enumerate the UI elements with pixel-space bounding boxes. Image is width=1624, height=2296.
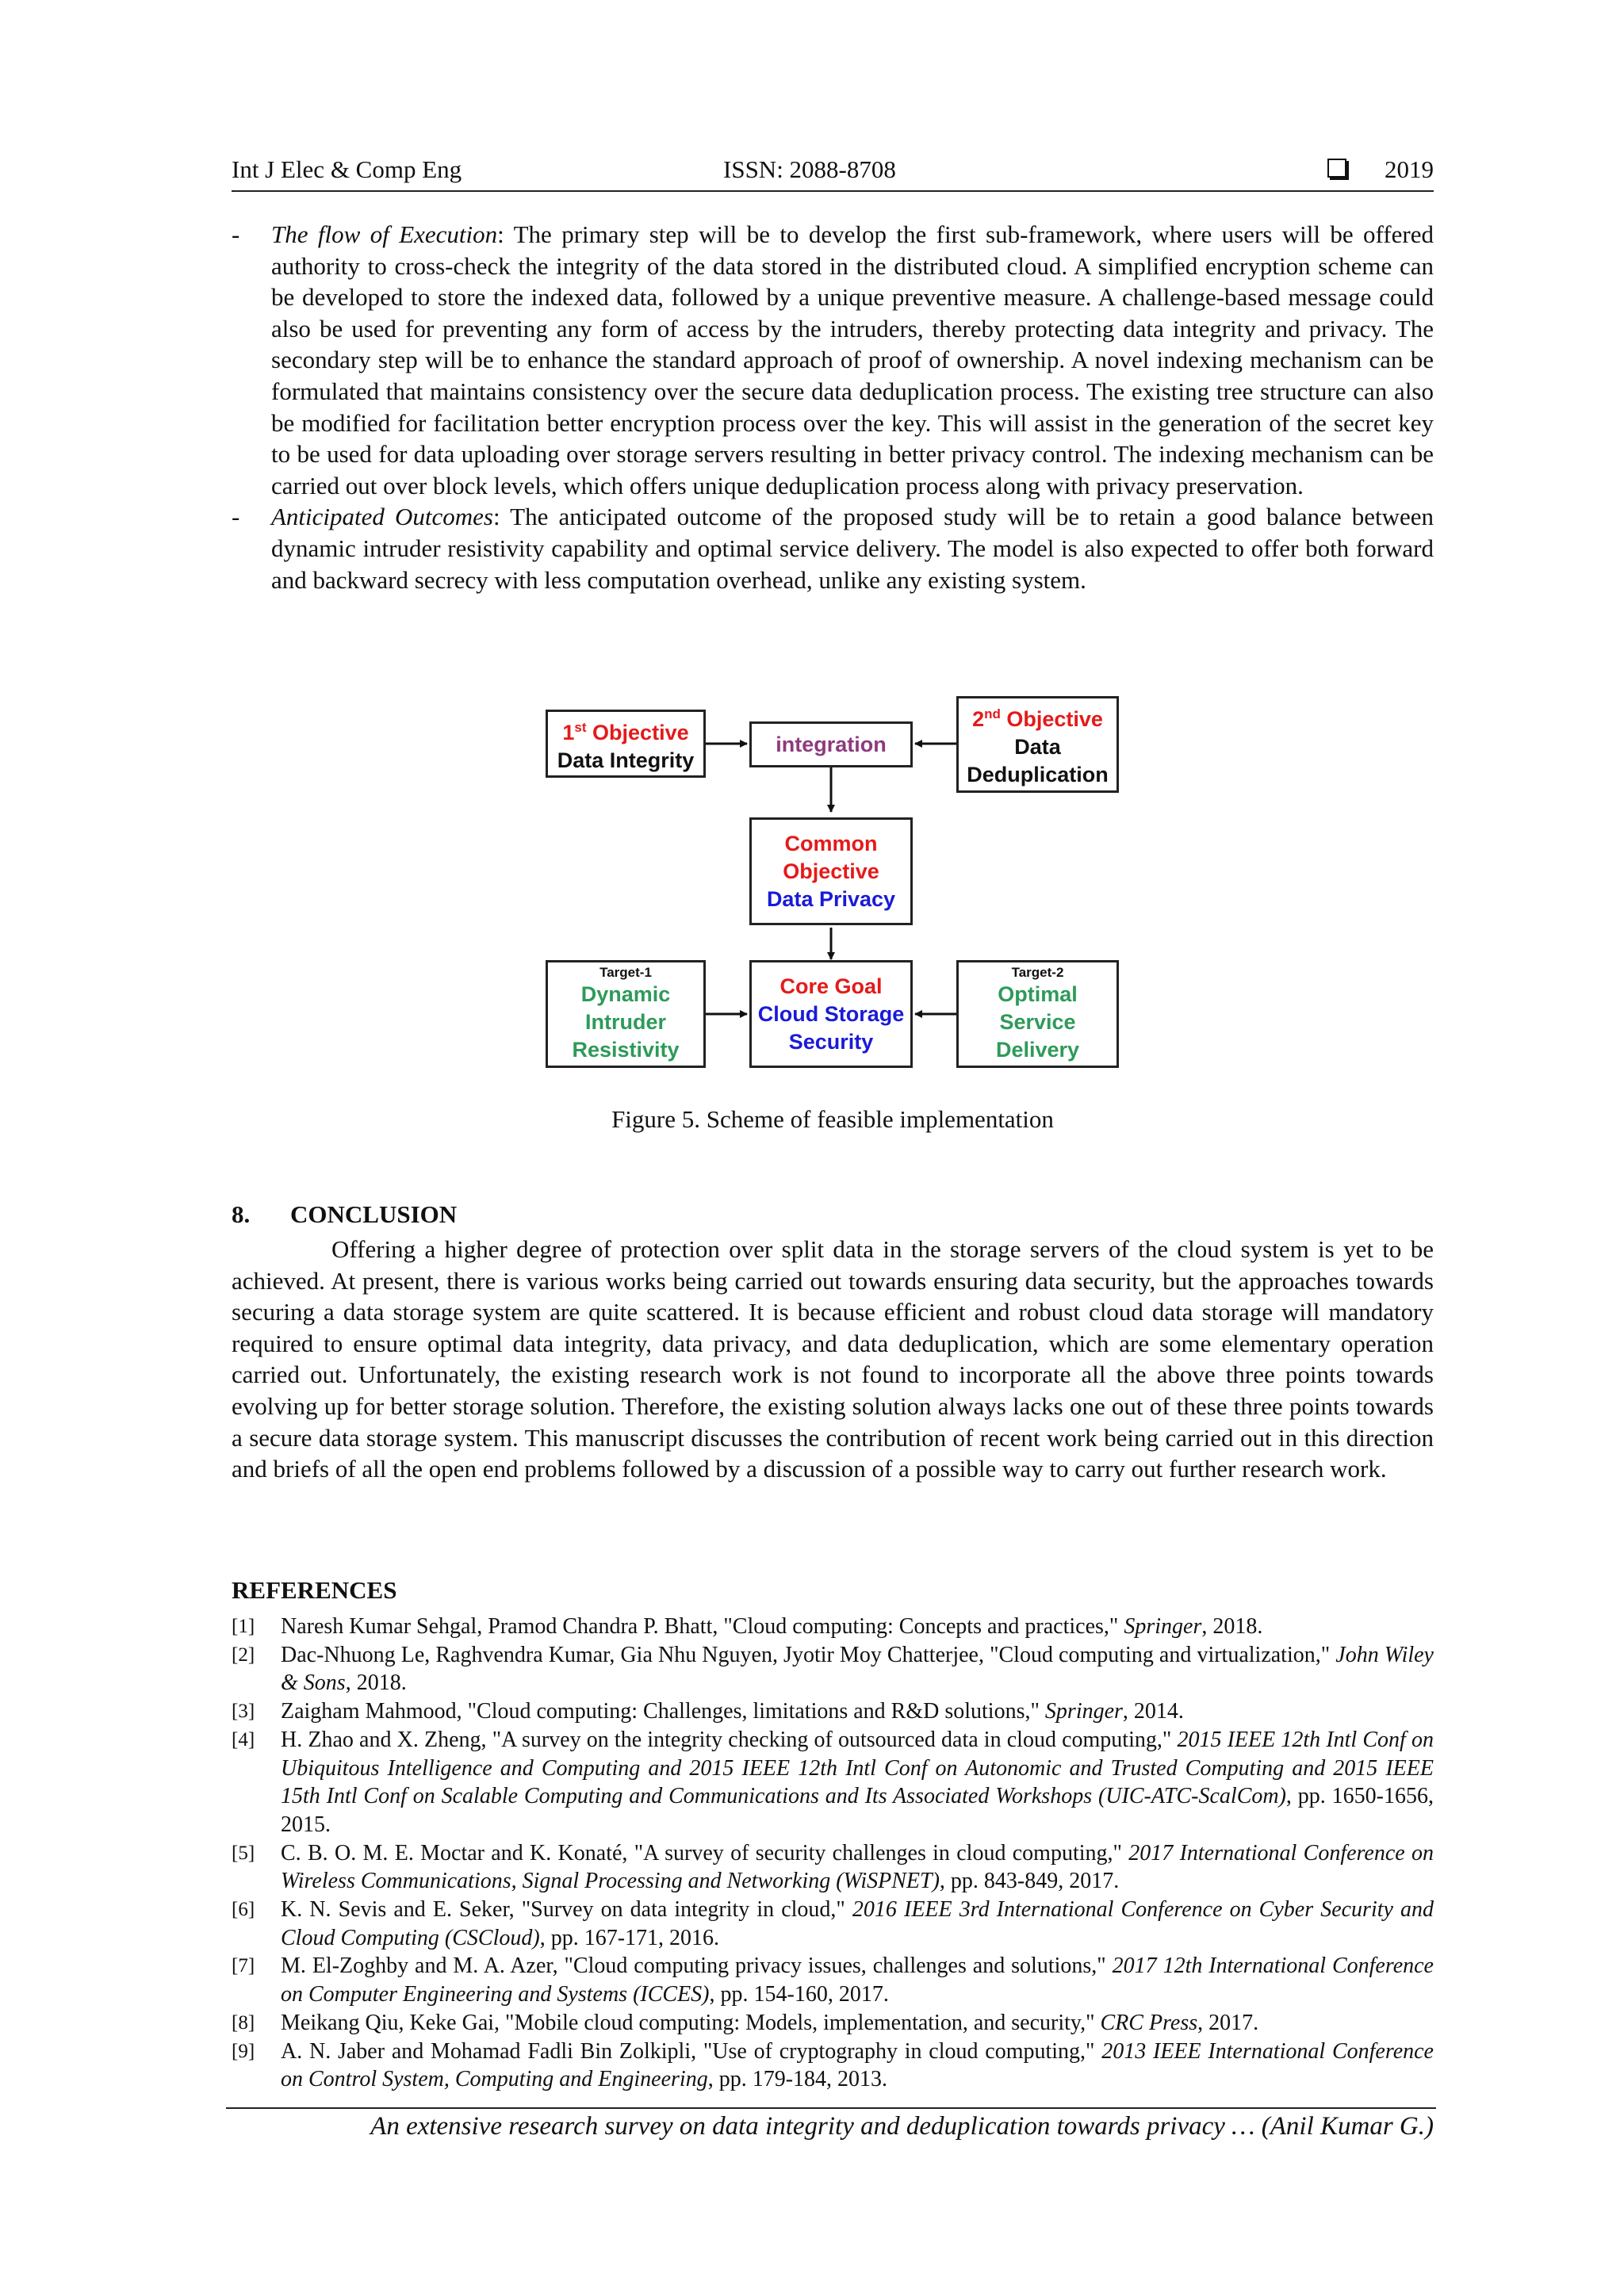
box-first-objective	[546, 710, 706, 778]
reference-venue: Springer	[1044, 1699, 1123, 1724]
figure-scheme-diagram	[543, 694, 1119, 1074]
reference-number: [4]	[232, 1728, 255, 1751]
reference-item	[232, 1839, 1434, 1896]
bullet-dash: -	[232, 503, 240, 531]
box-target-2	[956, 960, 1119, 1068]
bullet-label: Anticipated Outcomes	[271, 503, 493, 531]
box-target-1	[546, 960, 706, 1068]
integration-label: integration	[776, 732, 887, 756]
reference-authors-title: A. N. Jaber and Mohamad Fadli Bin Zolkipli, "Use of cryptography in cloud computing,"	[281, 2038, 1102, 2064]
reference-venue: CRC Press	[1100, 2010, 1198, 2035]
objective-line2: Deduplication	[967, 763, 1109, 786]
reference-authors-title: Zaigham Mahmood, "Cloud computing: Challenges, limitations and R&D solutions,"	[281, 1699, 1045, 1724]
box-core-goal	[749, 960, 913, 1068]
ordinal-suffix: st	[574, 719, 587, 735]
reference-number: [7]	[232, 1955, 255, 1977]
section-number: 8.	[232, 1200, 251, 1228]
reference-authors-title: K. N. Sevis and E. Seker, "Survey on data integrity in cloud,"	[281, 1897, 852, 1923]
reference-details: , pp. 167-171, 2016.	[539, 1925, 720, 1950]
target-line2: Service	[999, 1009, 1076, 1034]
core-line3: Security	[788, 1029, 874, 1054]
issn: ISSN: 2088-8708	[723, 155, 896, 183]
box-integration	[749, 721, 913, 767]
reference-details: , 2018.	[1201, 1614, 1263, 1639]
reference-authors-title: Naresh Kumar Sehgal, Pramod Chandra P. Bhatt, "Cloud computing: Concepts and practices,"	[281, 1614, 1124, 1639]
reference-item	[232, 1896, 1434, 1952]
ordinal: 2	[972, 707, 985, 731]
core-line2: Cloud Storage	[757, 1001, 905, 1026]
objective-label: Objective	[586, 720, 689, 744]
square-bullet-icon	[1327, 159, 1346, 178]
reference-venue: Springer	[1124, 1614, 1202, 1639]
target-line3: Resistivity	[572, 1037, 680, 1062]
reference-details: , pp. 1650-1656, 2015.	[281, 1784, 1434, 1837]
conclusion-paragraph: Offering a higher degree of protection over split data in the storage servers of the cloud system is yet to be achieved. At present, there is various works being carried out towards ensuring data security, but the approaches towards securing a data storage system are quite scattered. It is because efficient and robust cloud data storage will mandatory required to ensure optimal data integrity, data privacy, and data deduplication, which are some elementary operation carried out. Unfortunately, the existing research work is not found to incorporate all the above three points towards evolving up for better storage solution. Therefore, the existing solution always lacks one out of these three points towards a secure data storage system. This manuscript discusses the contribution of recent work being carried out in this direction and briefs of all the open end problems followed by a discussion of a possible way to carry out further research work.	[232, 1235, 1434, 1483]
target-line1: Optimal	[998, 982, 1078, 1006]
target-label: Target-2	[1011, 964, 1064, 980]
footer-divider	[226, 2107, 1436, 2109]
reference-details: , pp. 843-849, 2017.	[939, 1869, 1120, 1894]
target-label: Target-1	[599, 964, 652, 980]
references-heading: REFERENCES	[232, 1576, 397, 1604]
reference-number: [1]	[232, 1616, 255, 1637]
objective-subtitle: Data Integrity	[557, 748, 695, 772]
bullet-anticipated-outcomes	[232, 501, 1434, 595]
target-line3: Delivery	[995, 1037, 1080, 1062]
common-line3: Data Privacy	[766, 886, 896, 911]
target-line1: Dynamic	[580, 982, 671, 1006]
target-line2: Intruder	[584, 1009, 666, 1034]
reference-authors-title: Meikang Qiu, Keke Gai, "Mobile cloud computing: Models, implementation, and security,"	[281, 2010, 1101, 2035]
reference-item	[232, 1726, 1434, 1839]
conclusion-heading	[232, 1200, 457, 1229]
reference-item	[232, 1952, 1434, 2008]
reference-authors-title: Dac-Nhuong Le, Raghvendra Kumar, Gia Nhu Nguyen, Jyotir Moy Chatterjee, "Cloud computing and virtualization,"	[281, 1642, 1336, 1667]
running-footer: An extensive research survey on data integrity and deduplication towards privacy … (Anil Kumar G.)	[370, 2112, 1434, 2141]
journal-name: Int J Elec & Comp Eng	[232, 155, 462, 183]
reference-authors-title: H. Zhao and X. Zheng, "A survey on the integrity checking of outsourced data in cloud computing,"	[281, 1727, 1178, 1752]
running-header	[232, 155, 1434, 192]
reference-item	[232, 1697, 1434, 1726]
bullet-label: The flow of Execution	[271, 220, 498, 248]
common-line1: Common	[784, 831, 878, 855]
reference-number: [3]	[232, 1701, 255, 1723]
bullet-text: : The primary step will be to develop the first sub-framework, where users will be offered authority to cross-check the integrity of the data stored in the distributed cloud. A simplified encryption scheme can be developed to store the indexed data, followed by a unique preventive measure. A challenge-based message could also be used for preventing any form of access by the intruders, thereby protecting data integrity and privacy. The secondary step will be to enhance the standard approach of proof of ownership. A novel indexing mechanism can be formulated that maintains consistency over the secure data deduplication process. The existing tree structure can also be modified for facilitation better encryption process over the key. This will assist in the generation of the secret key to be used for data uploading over storage servers resulting in better privacy control. The indexing mechanism can be carried out over block levels, which offers unique deduplication process along with privacy preservation.	[271, 220, 1434, 499]
objective-label: Objective	[1000, 707, 1103, 731]
reference-number: [8]	[232, 2011, 255, 2034]
reference-list	[232, 1613, 1434, 2094]
box-common-objective	[749, 817, 913, 925]
reference-venue: 2013 IEEE International Conference on Control System, Computing and Engineering	[281, 2038, 1434, 2092]
common-line2: Objective	[783, 859, 879, 883]
bullet-text: : The anticipated outcome of the proposed study will be to retain a good balance between dynamic intruder resistivity capability and optimal service delivery. The model is also expected to offer both forward and backward secrecy with less computation overhead, unlike any existing system.	[271, 503, 1434, 594]
reference-authors-title: M. El-Zoghby and M. A. Azer, "Cloud computing privacy issues, challenges and solutions,"	[281, 1954, 1113, 1979]
bullet-list	[232, 219, 1434, 595]
reference-venue: 2016 IEEE 3rd International Conference on Cyber Security and Cloud Computing (CSCloud)	[281, 1897, 1434, 1950]
bullet-dash: -	[232, 220, 240, 248]
ordinal: 1	[562, 720, 575, 744]
figure-caption: Figure 5. Scheme of feasible implementation	[611, 1105, 1054, 1133]
reference-details: , 2017.	[1197, 2010, 1259, 2035]
reference-details: , pp. 154-160, 2017.	[709, 1982, 889, 2007]
reference-venue: John Wiley & Sons	[281, 1642, 1434, 1696]
reference-details: , 2014.	[1122, 1699, 1184, 1724]
reference-item	[232, 1613, 1434, 1641]
reference-details: , 2018.	[345, 1670, 407, 1696]
objective-line1: Data	[1014, 735, 1061, 759]
reference-item	[232, 1641, 1434, 1697]
page-number: 2019	[1385, 155, 1434, 183]
core-line1: Core Goal	[779, 974, 883, 998]
section-title: CONCLUSION	[290, 1200, 458, 1228]
bullet-flow-of-execution	[232, 219, 1434, 501]
reference-venue: 2017 12th International Conference on Computer Engineering and Systems (ICCES)	[281, 1954, 1434, 2007]
reference-number: [6]	[232, 1899, 255, 1921]
reference-item	[232, 2038, 1434, 2094]
reference-item	[232, 2009, 1434, 2038]
reference-number: [9]	[232, 2040, 255, 2062]
reference-authors-title: C. B. O. M. E. Moctar and K. Konaté, "A survey of security challenges in cloud computing,"	[281, 1840, 1129, 1866]
box-second-objective	[956, 696, 1119, 793]
reference-number: [5]	[232, 1842, 255, 1864]
reference-venue: 2017 International Conference on Wireless Communications, Signal Processing and Networking (WiSPNET)	[281, 1840, 1434, 1894]
reference-details: , pp. 179-184, 2013.	[707, 2067, 888, 2092]
reference-venue: 2015 IEEE 12th Intl Conf on Ubiquitous Intelligence and Computing and 2015 IEEE 12th Intl Conf on Autonomic and Trusted Computing and 2015 IEEE 15th Intl Conf on Scalable Computing and Communications and Its Associated Workshops (UIC-ATC-ScalCom)	[281, 1727, 1434, 1809]
ordinal-suffix: nd	[984, 706, 1001, 721]
reference-number: [2]	[232, 1644, 255, 1666]
